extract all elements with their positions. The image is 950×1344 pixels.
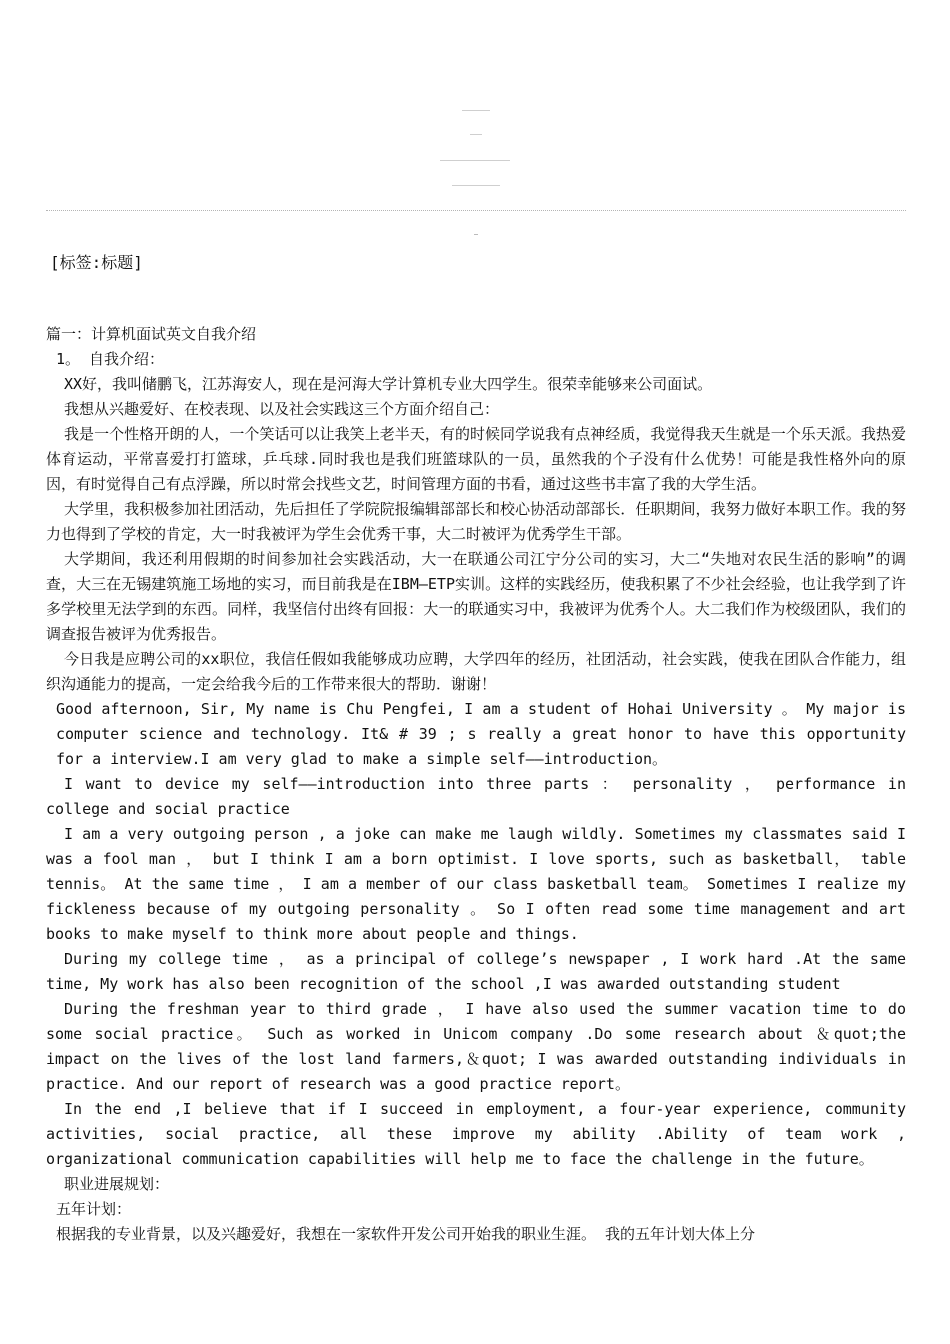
section-title: 篇一：计算机面试英文自我介绍 xyxy=(46,325,257,343)
english-paragraph: During the freshman year to third grade ， I have also used the summer vacation time to do some social practice。 Such as worked in Unicom company .Do some research about ＆quot;the impact on the lives of the lost land farmers,＆quot; I was awarded outstanding individuals in practice. And our report of research was a good practice report。 xyxy=(46,1000,906,1093)
paragraph: XX好，我叫储鹏飞，江苏海安人，现在是河海大学计算机专业大四学生。很荣幸能够来公司面试。 xyxy=(64,375,713,393)
header-rule xyxy=(46,210,906,211)
document-body xyxy=(46,322,906,1247)
paragraph: 我想从兴趣爱好、在校表现、以及社会实践这三个方面介绍自己： xyxy=(64,400,500,418)
header-mark-2 xyxy=(470,134,482,135)
tag-label: [标签:标题] xyxy=(50,253,143,272)
career-heading: 职业进展规划： xyxy=(64,1175,170,1193)
paragraph: 今日我是应聘公司的xx职位，我信任假如我能够成功应聘，大学四年的经历，社团活动，社会实践，使我在团队合作能力，组织沟通能力的提高，一定会给我今后的工作带来很大的帮助．谢谢！ xyxy=(46,650,906,693)
header-mark-4 xyxy=(452,185,500,186)
paragraph: 大学里，我积极参加社团活动，先后担任了学院院报编辑部部长和校心协活动部部长．任职期间，我努力做好本职工作。我的努力也得到了学校的肯定，大一时我被评为学生会优秀干事，大二时被评为优秀学生干部。 xyxy=(46,500,906,543)
paragraph: 大学期间，我还利用假期的时间参加社会实践活动，大一在联通公司江宁分公司的实习，大二“失地对农民生活的影响”的调查，大三在无锡建筑施工场地的实习，而目前我是在IBM—ETP实训。这样的实践经历，使我积累了不少社会经验，也让我学到了许多学校里无法学到的东西。同样，我坚信付出终有回报：大一的联通实习中，我被评为优秀个人。大二我们作为校级团队，我们的调查报告被评为优秀报告。 xyxy=(46,550,906,643)
english-paragraph: Good afternoon, Sir, My name is Chu Pengfei, I am a student of Hohai University 。 My major is computer science and technology. It& # 39 ; s really a great honor to have this opportunity for a interview.I am very glad to make a simple self——introduction。 xyxy=(56,700,906,768)
item-heading: 1。 自我介绍： xyxy=(56,350,165,368)
english-paragraph: In the end ,I believe that if I succeed in employment, a four-year experience, community activities, social practice, all these improve my ability .Ability of team work , organizational communication capabilities will help me to face the challenge in the future。 xyxy=(46,1100,906,1168)
paragraph: 我是一个性格开朗的人，一个笑话可以让我笑上老半天，有的时候同学说我有点神经质，我觉得我天生就是一个乐天派。我热爱体育运动，平常喜爱打打篮球，乒乓球.同时我也是我们班篮球队的一员，虽然我的个子没有什么优势！可能是我性格外向的原因，有时觉得自己有点浮躁，所以时常会找些文艺，时间管理方面的书看，通过这些书丰富了我的大学生活。 xyxy=(46,425,906,493)
paragraph: 根据我的专业背景，以及兴趣爱好，我想在一家软件开发公司开始我的职业生涯。 我的五年计划大体上分 xyxy=(56,1225,756,1243)
header-dot xyxy=(474,234,478,235)
english-paragraph: I am a very outgoing person , a joke can make me laugh wildly. Sometimes my classmates said I was a fool man ， but I think I am a born optimist. I love sports, such as basketball， table tennis。 At the same time ， I am a member of our class basketball team。 Sometimes I realize my fickleness because of my outgoing personality 。 So I often read some time management and art books to make myself to think more about people and things. xyxy=(46,825,906,943)
five-year-heading: 五年计划： xyxy=(56,1200,132,1218)
header-mark-3 xyxy=(440,160,510,161)
english-paragraph: I want to device my self——introduction into three parts ： personality ， performance in college and social practice xyxy=(46,775,906,818)
header-mark-1 xyxy=(462,110,490,111)
english-paragraph: During my college time ， as a principal of college’s newspaper , I work hard .At the same time, My work has also been recognition of the school ,I was awarded outstanding student xyxy=(46,950,906,993)
